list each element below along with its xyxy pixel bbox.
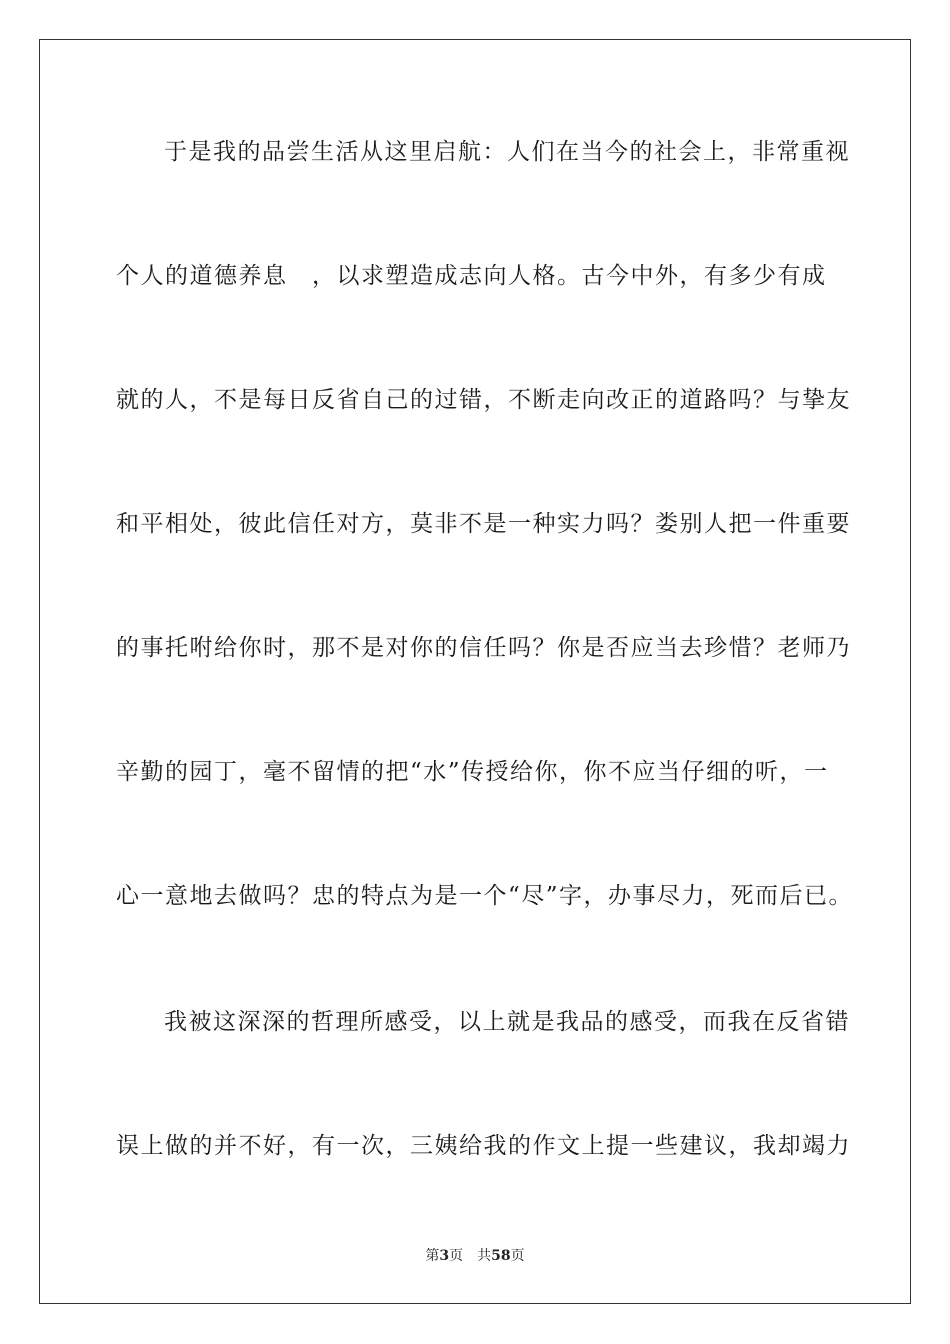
paragraph-1-line-1: 于是我的品尝生活从这里启航：人们在当今的社会上，非常重视 [164,139,850,165]
page-border [39,39,911,1304]
paragraph-1-line-7: 心一意地去做吗？忠的特点为是一个“尽”字，办事尽力，死而后已。 [116,883,854,909]
total-suffix: 页 [510,1248,525,1264]
paragraph-1-line-6: 辛勤的园丁，毫不留情的把“水”传授给你，你不应当仔细的听，一 [116,759,829,785]
current-page-number: 3 [439,1248,450,1264]
total-prefix: 共 [477,1248,492,1264]
total-pages-number: 58 [491,1248,511,1264]
page-footer [0,1246,950,1266]
page-suffix: 页 [449,1248,464,1264]
paragraph-1-line-3: 就的人，不是每日反省自己的过错，不断走向改正的道路吗？与挚友 [116,387,851,413]
paragraph-1-line-5: 的事托咐给你时，那不是对你的信任吗？你是否应当去珍惜？老师乃 [116,635,851,661]
page-prefix: 第 [425,1248,440,1264]
paragraph-2-line-2: 误上做的并不好，有一次，三姨给我的作文上提一些建议，我却竭力 [116,1133,851,1159]
paragraph-2-line-1: 我被这深深的哲理所感受，以上就是我品的感受，而我在反省错 [164,1009,850,1035]
paragraph-1-line-2: 个人的道德养息 ，以求塑造成志向人格。古今中外，有多少有成 [116,263,827,289]
paragraph-1-line-4: 和平相处，彼此信任对方，莫非不是一种实力吗？娄别人把一件重要 [116,511,851,537]
